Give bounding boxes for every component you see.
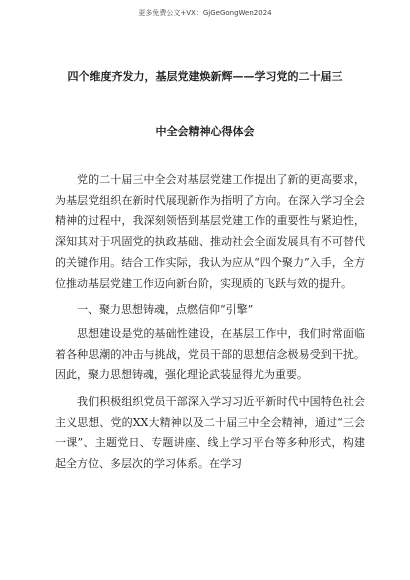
document-title-line-2: 中全会精神心得体会 — [155, 125, 255, 138]
paragraph: 党的二十届三中全会对基层党建工作提出了新的更高要求，为基层党组织在新时代展现新作为指明了方向。在深入学习全会精神的过程中，我深刻领悟到基层党建工作的重要性与紧迫性，深知其对于巩固党的执政基础、推动社会全面发展具有不可替代的关键作用。结合工作实际，我认为应从“四个聚力”入手，全方位推动基层党建工作迈向新台阶，实现质的飞跃与效的提升。 — [55, 173, 365, 290]
page-header: 更多免费公文+VX：GjGeGongWen2024 — [138, 9, 272, 17]
document-title-line-1: 四个维度齐发力，基层党建焕新辉——学习党的二十届三 — [67, 70, 343, 83]
paragraph: 思想建设是党的基础性建设，在基层工作中，我们时常面临着各种思潮的冲击与挑战，党员干部的思想信念极易受到干扰。因此，聚力思想铸魂，强化理论武装显得尤为重要。 — [55, 326, 365, 382]
paragraph: 我们积极组织党员干部深入学习习近平新时代中国特色社会主义思想、党的XX大精神以及二十届三中全会精神，通过“三会一课”、主题党日、专题讲座、线上学习平台等多种形式，构建起全方位、多层次的学习体系。在学习 — [55, 395, 365, 471]
section-heading: 一、聚力思想铸魂，点燃信仰“引擎” — [77, 303, 254, 317]
document-body — [55, 170, 365, 481]
